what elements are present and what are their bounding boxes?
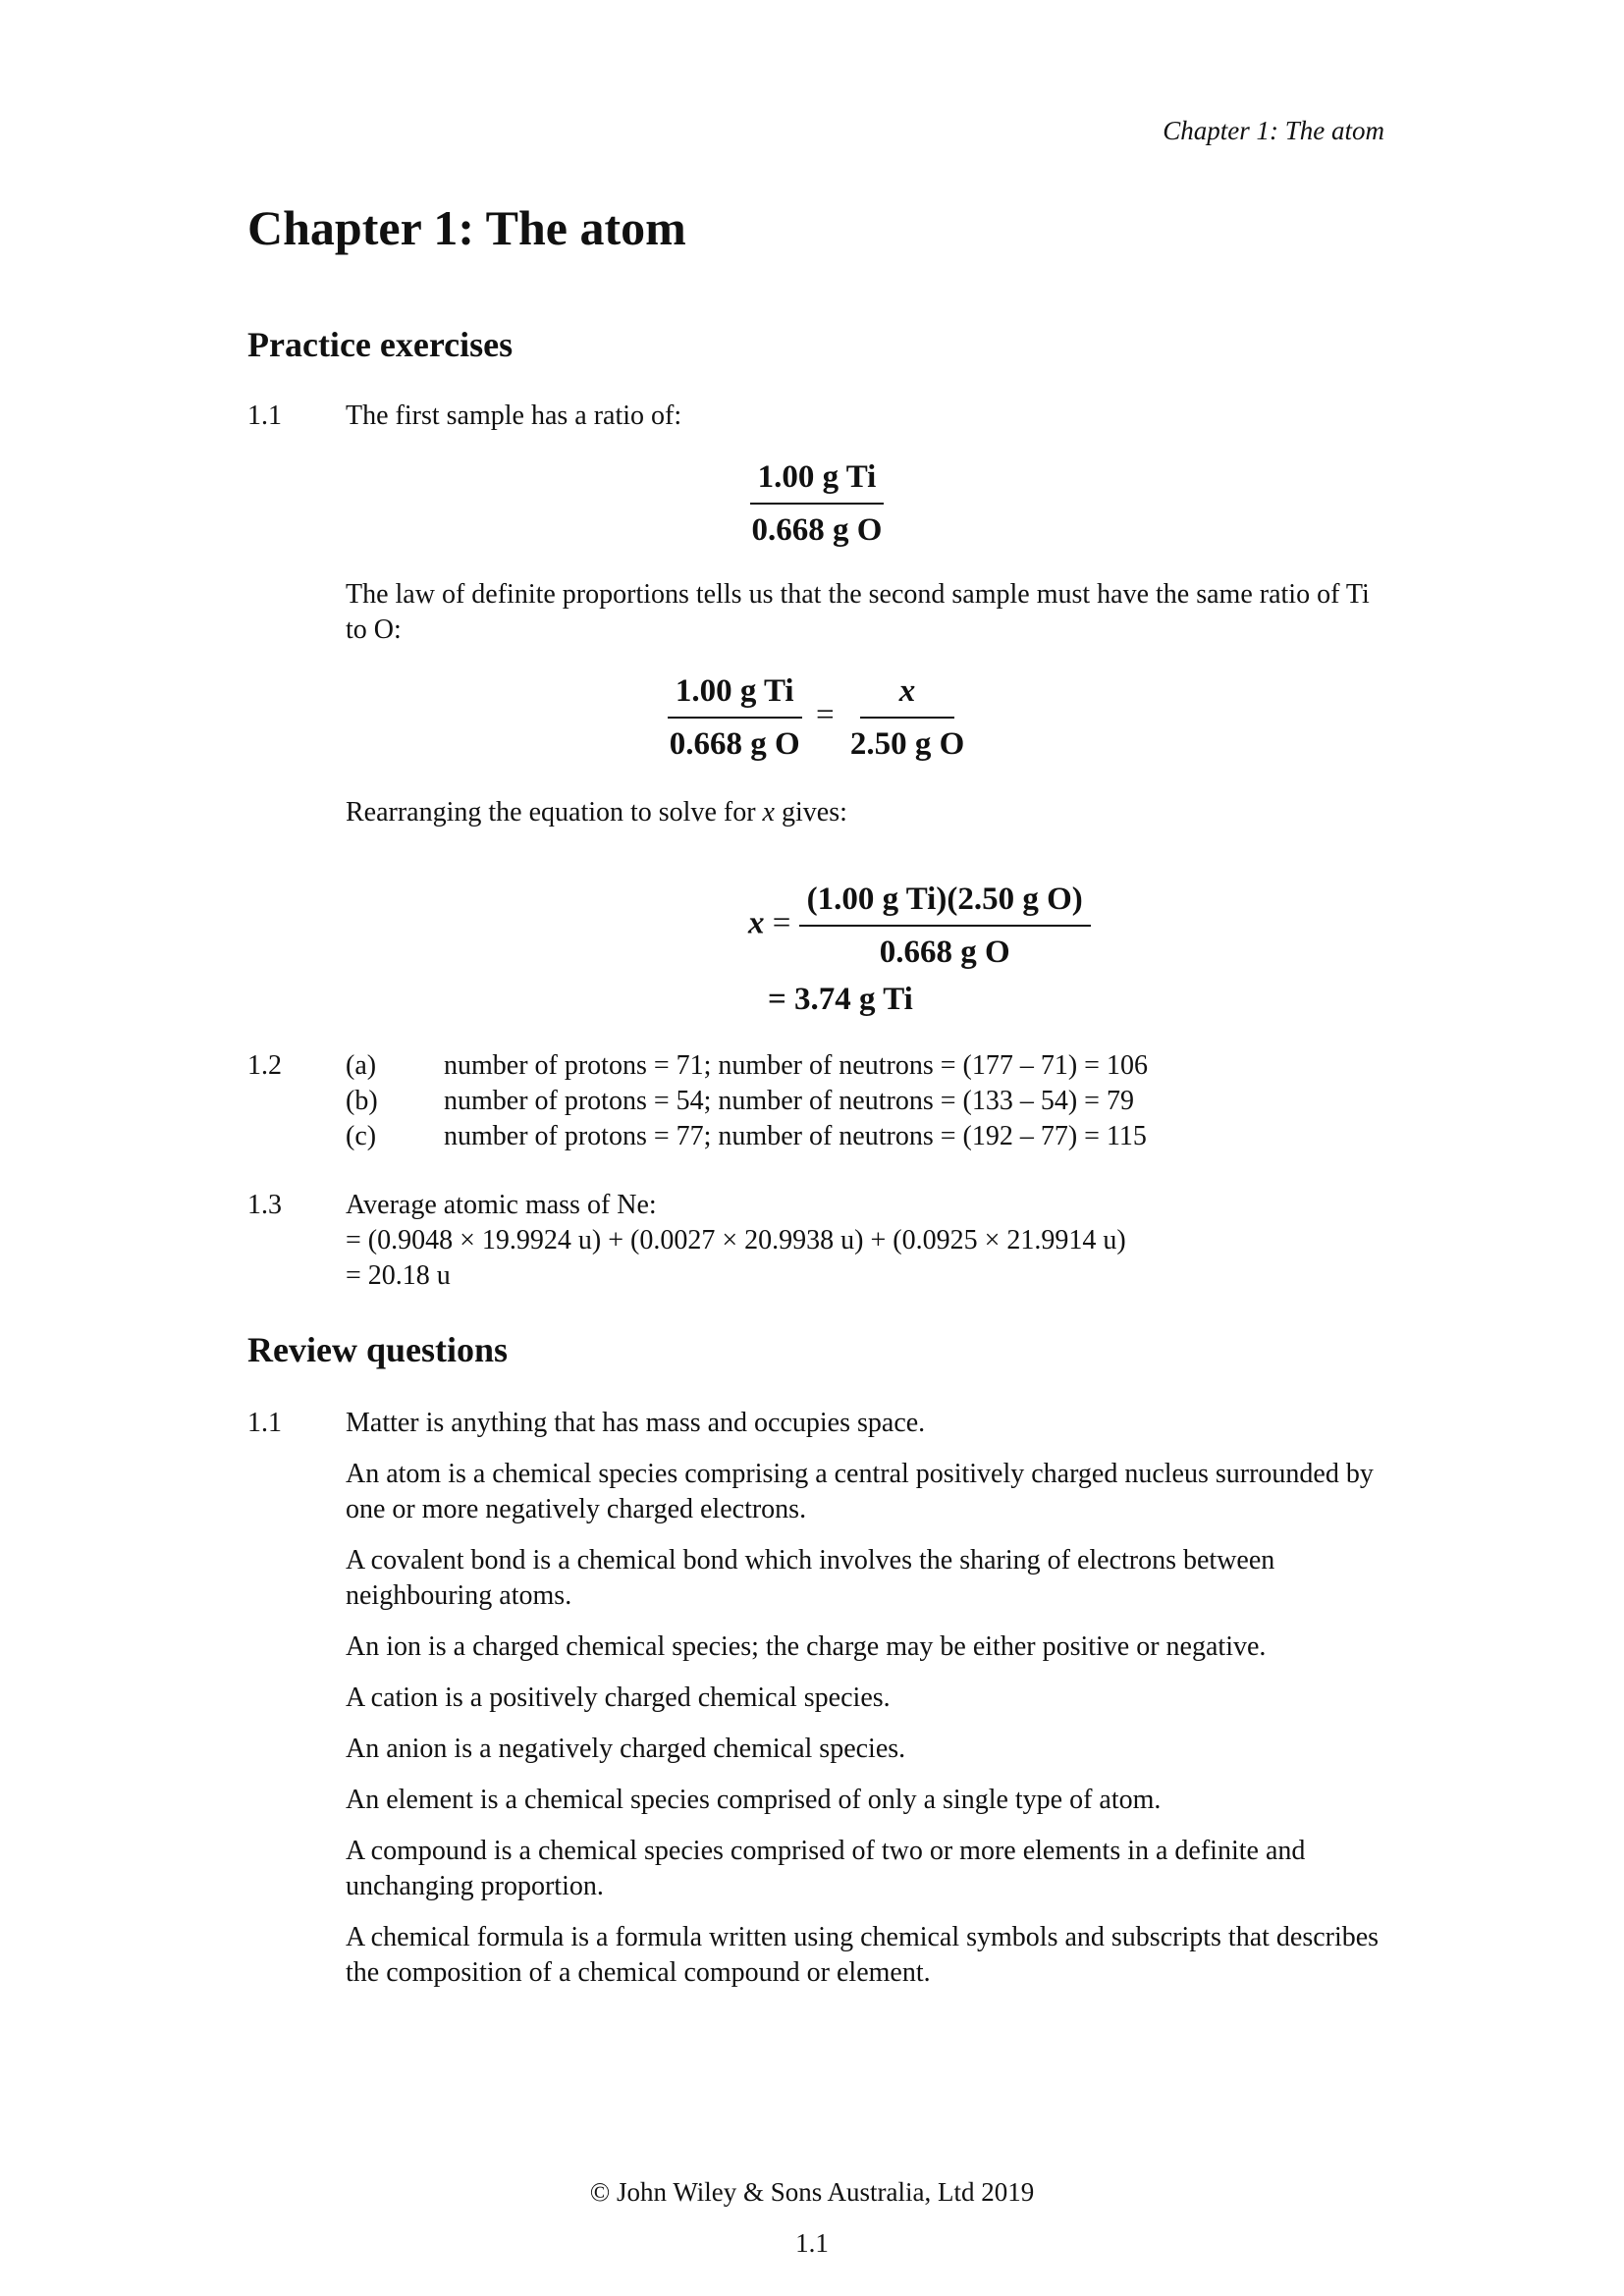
equals-sign: = (815, 697, 835, 733)
solution-result: = 3.74 g Ti (768, 982, 913, 1017)
review-heading: Review questions (247, 1330, 509, 1369)
item-label: (b) (346, 1086, 378, 1116)
exercise-1-1 (247, 399, 1386, 1017)
item-label: (c) (346, 1121, 377, 1151)
mass-line-2: = (0.9048 × 19.9924 u) + (0.0027 × 20.9938 u) + (0.0925 × 21.9914 u) (346, 1225, 1126, 1255)
rearrange-text: Rearranging the equation to solve for x gives: (346, 797, 847, 828)
list-item (346, 1084, 1386, 1119)
practice-heading: Practice exercises (247, 325, 514, 364)
review-question-1-1 (247, 1406, 1386, 1991)
definition-paragraph: A cation is a positively charged chemical species. (346, 1682, 891, 1713)
solution-denominator: 0.668 g O (879, 934, 1010, 970)
fraction-numerator: 1.00 g Ti (750, 455, 885, 505)
right-numerator: x (860, 669, 955, 719)
solution-equation (748, 878, 1386, 1017)
law-text: The law of definite proportions tells us that the second sample must have the same ratio of Ti to O: (346, 579, 1370, 645)
definition-paragraph: A covalent bond is a chemical bond which involves the sharing of electrons between neighbouring atoms. (346, 1545, 1275, 1611)
page-number: 1.1 (795, 2228, 829, 2258)
item-text: number of protons = 71; number of neutrons = (177 – 71) = 106 (444, 1050, 1148, 1081)
solution-numerator: (1.00 g Ti)(2.50 g O) (799, 878, 1091, 927)
list-item (346, 1048, 1386, 1084)
running-header: Chapter 1: The atom (1163, 116, 1384, 145)
list-item (346, 1119, 1386, 1154)
definition-paragraph: An element is a chemical species comprised of only a single type of atom. (346, 1785, 1162, 1815)
solution-equals: = (772, 905, 791, 941)
exercise-1-3 (247, 1188, 1386, 1294)
right-denominator: 2.50 g O (849, 726, 965, 762)
copyright-footer: © John Wiley & Sons Australia, Ltd 2019 (589, 2177, 1035, 2207)
left-denominator: 0.668 g O (669, 726, 800, 762)
fraction-denominator: 0.668 g O (751, 512, 883, 548)
solution-variable: x (748, 905, 765, 941)
item-label: (a) (346, 1050, 377, 1081)
variable-x: x (762, 797, 775, 828)
question-number: 1.1 (247, 1408, 282, 1438)
exercise-number: 1.1 (247, 400, 282, 431)
definition-paragraph: An atom is a chemical species comprising a central positively charged nucleus surrounded by one or more negatively charged electrons. (346, 1459, 1374, 1524)
exercise-1-2 (247, 1048, 1386, 1154)
item-text: number of protons = 54; number of neutrons = (133 – 54) = 79 (444, 1086, 1134, 1116)
chapter-title: Chapter 1: The atom (247, 200, 686, 255)
exercise-number: 1.3 (247, 1190, 282, 1220)
ratio-fraction (346, 455, 1386, 552)
mass-line-1: Average atomic mass of Ne: (346, 1190, 657, 1220)
proportion-equation (346, 669, 1386, 766)
exercise-number: 1.2 (247, 1050, 282, 1081)
item-text: number of protons = 77; number of neutrons = (192 – 77) = 115 (444, 1121, 1147, 1151)
definition-paragraph: A compound is a chemical species comprised of two or more elements in a definite and unchanging proportion. (346, 1836, 1306, 1901)
definition-paragraph: Matter is anything that has mass and occupies space. (346, 1408, 926, 1438)
page-content (247, 196, 1386, 1991)
definition-paragraph: An anion is a negatively charged chemical species. (346, 1734, 906, 1764)
left-numerator: 1.00 g Ti (668, 669, 802, 719)
definition-paragraph: An ion is a charged chemical species; the charge may be either positive or negative. (346, 1631, 1267, 1662)
exercise-intro: The first sample has a ratio of: (346, 400, 682, 431)
mass-line-3: = 20.18 u (346, 1260, 451, 1291)
definition-paragraph: A chemical formula is a formula written using chemical symbols and subscripts that describes the composition of a chemical compound or element. (346, 1922, 1380, 1988)
